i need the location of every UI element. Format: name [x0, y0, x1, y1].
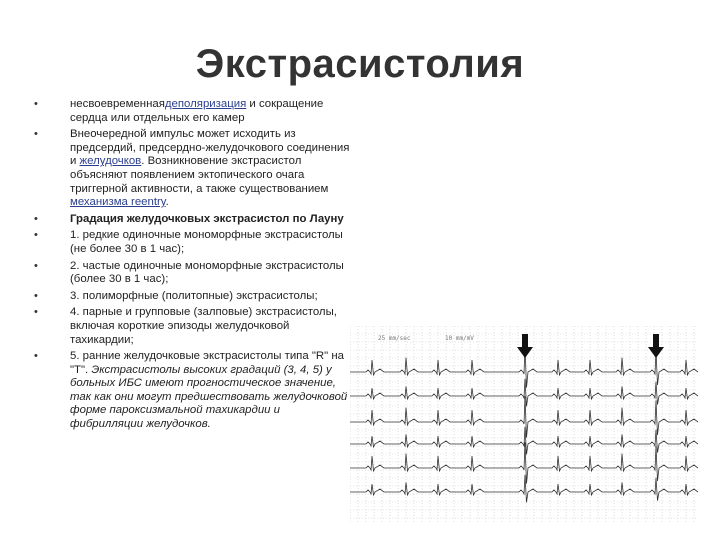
bullet-text: . — [165, 196, 169, 209]
bullet-item — [34, 213, 354, 227]
bullet-dot-icon: • — [34, 128, 38, 141]
bullet-dot-icon: • — [34, 212, 38, 225]
term-link[interactable]: деполяризация — [164, 98, 247, 110]
bullet-item — [34, 350, 354, 432]
bullet-text: . Возникновение экстрасистол объясняют появлением эктопического очага триггерной активности, а также существованием — [70, 155, 329, 195]
bullet-text: 5. ранние желудочковые экстрасистолы типа "R" на "T". — [70, 350, 344, 376]
term-link[interactable]: желудочков — [79, 155, 142, 168]
bullet-text: Внеочередной импульс может исходить из предсердий, предсердно-желудочкового соединения и — [70, 128, 350, 168]
bullet-dot-icon: • — [34, 259, 38, 272]
down-arrow-icon — [648, 334, 664, 358]
bullet-list — [34, 98, 354, 435]
ecg-gain-label: 10 mm/mV — [445, 335, 474, 342]
bullet-dot-icon: • — [34, 289, 38, 302]
ecg-speed-label: 25 mm/sec — [378, 335, 411, 342]
bullet-text: 3. полиморфные (политопные) экстрасистолы; — [70, 289, 318, 302]
slide-title: Экстрасистолия — [195, 42, 525, 86]
bullet-text: Градация желудочковых экстрасистол по Лауну — [70, 212, 344, 225]
bullet-text: Экстрасистолы высоких градаций (3, 4, 5) у больных ИБС имеют прогностическое значение, так как они могут предшествовать желудочковой форме пароксизмальной тахикардии и фибрилляции желудочков. — [70, 363, 348, 431]
bullet-item — [34, 229, 354, 256]
ecg-traces — [350, 346, 698, 502]
bullet-text: несвоевременная — [70, 98, 165, 110]
down-arrow-icon — [517, 334, 533, 358]
ecg-strip — [350, 326, 698, 524]
bullet-dot-icon: • — [34, 229, 38, 242]
bullet-item — [34, 98, 354, 125]
bullet-dot-icon: • — [34, 350, 38, 363]
term-link[interactable]: механизма reentry — [70, 196, 166, 209]
bullet-item — [34, 128, 354, 210]
bullet-item — [34, 290, 354, 304]
bullet-item — [34, 260, 354, 287]
ecg-trace — [350, 442, 698, 483]
bullet-dot-icon: • — [34, 306, 38, 319]
bullet-text: и сокращение сердца или отдельных его камер — [70, 98, 324, 124]
bullet-dot-icon: • — [34, 98, 38, 110]
bullet-text: 4. парные и групповые (залповые) экстрасистолы, включая короткие эпизоды желудочковой тахикардии; — [70, 306, 337, 346]
bullet-item — [34, 306, 354, 347]
bullet-text: 1. редкие одиночные мономорфные экстрасистолы (не более 30 в 1 час); — [70, 229, 343, 255]
bullet-text: 2. частые одиночные мономорфные экстрасистолы (более 30 в 1 час); — [70, 259, 344, 286]
